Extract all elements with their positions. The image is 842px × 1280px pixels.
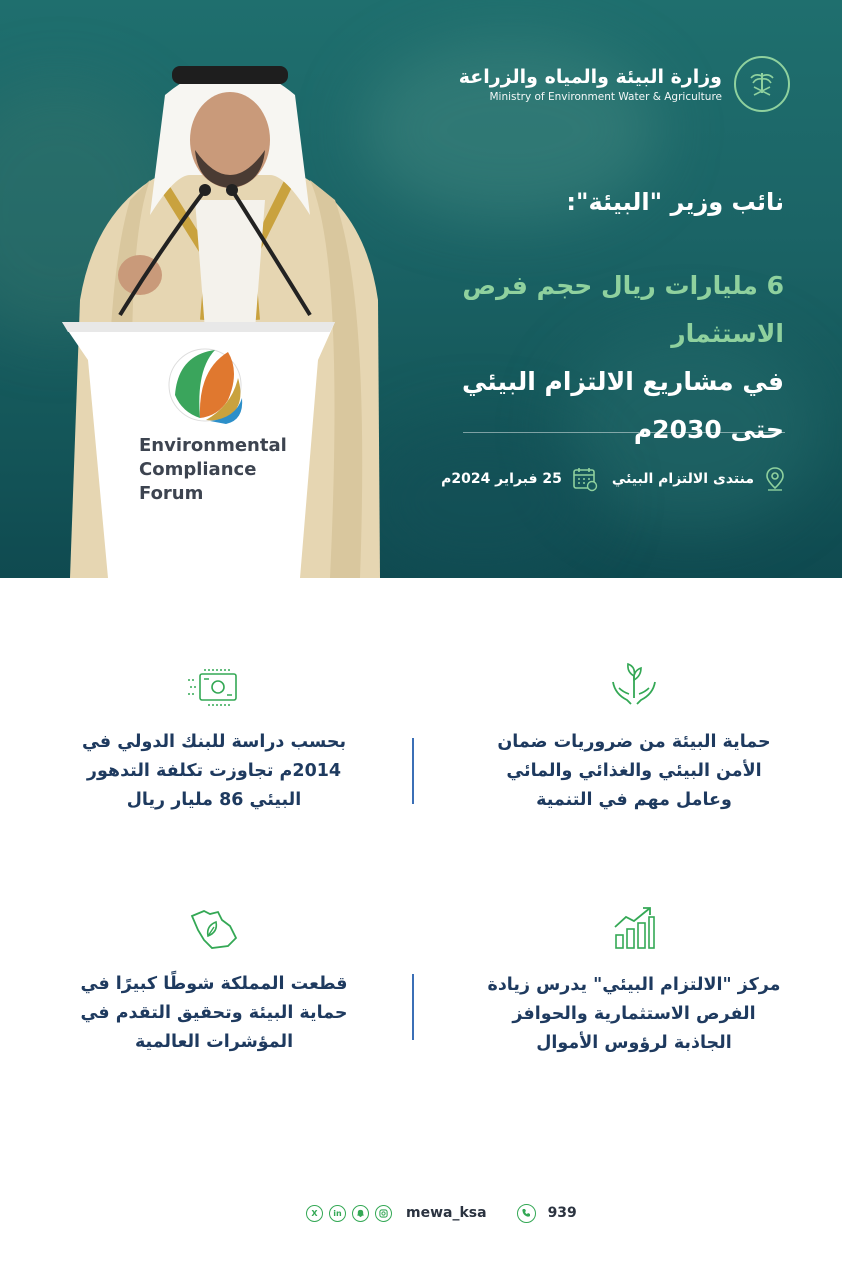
fact-text: قطعت المملكة شوطًا كبيرًا في حماية البيئة وتحقيق التقدم في المؤشرات العالمية bbox=[80, 974, 348, 1052]
fact-card-compliance-center bbox=[484, 905, 784, 1058]
hands-plant-icon bbox=[609, 658, 659, 708]
calendar-icon bbox=[572, 466, 598, 492]
fact-card-protection bbox=[484, 658, 784, 815]
money-bill-icon bbox=[186, 668, 242, 708]
ministry-logo bbox=[459, 56, 790, 112]
saudi-map-icon bbox=[188, 908, 240, 950]
fact-card-kingdom-progress bbox=[64, 908, 364, 1057]
fact-text: بحسب دراسة للبنك الدولي في 2014م تجاوزت تكلفة التدهور البيئي 86 مليار ريال bbox=[81, 732, 347, 810]
social-handle[interactable]: mewa_ksa bbox=[406, 1205, 487, 1221]
fact-text: مركز "الالتزام البيئي" يدرس زيادة الفرص الاستثمارية والحوافز الجاذبة لرؤوس الأموال bbox=[487, 975, 781, 1053]
hero-banner bbox=[0, 0, 842, 578]
fact-text: حماية البيئة من ضروريات ضمان الأمن البيئي والغذائي والمائي وعامل مهم في التنمية bbox=[497, 732, 771, 810]
footer-contact bbox=[306, 1202, 577, 1224]
column-separator bbox=[412, 738, 414, 804]
podium-label: Environmental Compliance Forum bbox=[139, 435, 287, 504]
linkedin-icon[interactable]: in bbox=[329, 1205, 346, 1222]
growth-chart-icon bbox=[612, 905, 656, 951]
ministry-name-ar: وزارة البيئة والمياه والزراعة bbox=[458, 65, 722, 88]
snapchat-icon[interactable] bbox=[352, 1205, 369, 1222]
headline-line-1: 6 مليارات ريال حجم فرص الاستثمار bbox=[462, 271, 784, 348]
fact-card-world-bank bbox=[64, 668, 364, 815]
hero-headline bbox=[364, 262, 784, 454]
event-date: 25 فبراير 2024م bbox=[441, 471, 562, 487]
headline-line-3: حتى 2030م bbox=[633, 415, 784, 444]
x-icon[interactable]: X bbox=[306, 1205, 323, 1222]
hero-kicker: نائب وزير "البيئة": bbox=[566, 188, 784, 216]
hero-divider bbox=[463, 432, 785, 433]
palm-emblem-icon bbox=[734, 56, 790, 112]
column-separator bbox=[412, 974, 414, 1040]
headline-line-2: في مشاريع الالتزام البيئي bbox=[461, 367, 784, 396]
event-name: منتدى الالتزام البيئي bbox=[611, 471, 754, 487]
instagram-icon[interactable] bbox=[375, 1205, 392, 1222]
location-pin-icon bbox=[764, 466, 786, 492]
phone-icon bbox=[517, 1204, 536, 1223]
phone-number[interactable]: 939 bbox=[547, 1205, 577, 1221]
ministry-name-en: Ministry of Environment Water & Agriculture bbox=[489, 90, 722, 103]
event-meta bbox=[441, 466, 786, 492]
